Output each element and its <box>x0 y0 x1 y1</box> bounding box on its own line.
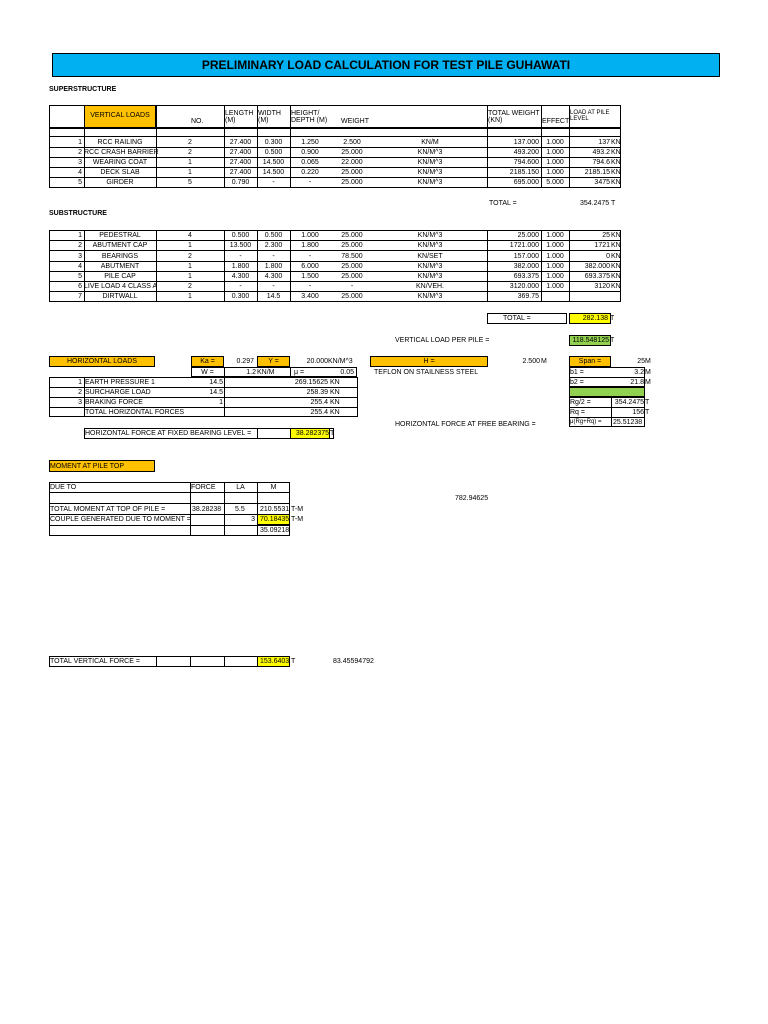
row-unit: KN/M^3 <box>417 273 443 280</box>
moment-side-value: 782.94625 <box>455 495 489 502</box>
row-no: 5 <box>188 179 192 186</box>
row-total-weight: 695.000 <box>513 179 539 186</box>
row-name: DECK SLAB <box>100 169 140 176</box>
superstructure-total-label: TOTAL = <box>489 200 517 207</box>
moment-m-header: M <box>270 484 277 491</box>
row-unit: KN/M^3 <box>417 169 443 176</box>
row-name: GIRDER <box>106 179 134 186</box>
total-vertical-value: 153.6403 <box>260 658 290 665</box>
row-effect: 1.000 <box>546 263 564 270</box>
row-load: 693.375 <box>584 273 610 280</box>
row-length: 13.500 <box>229 242 252 249</box>
fixed-bearing-value: 38.282375 <box>295 430 329 437</box>
row-sn: 4 <box>78 263 82 270</box>
h-unit: M <box>541 358 547 365</box>
row-total-weight: 2185.150 <box>509 169 539 176</box>
hrow-name: BRAKING FORCE <box>85 399 143 406</box>
hrow-factor: 14.5 <box>209 379 223 386</box>
row-name: DIRTWALL <box>102 293 138 300</box>
green-spacer-cell <box>569 387 645 397</box>
rg-value: 354.2475 <box>614 399 644 406</box>
b2-value: 21.8 <box>630 379 644 386</box>
effect-header: EFFECT <box>542 118 570 125</box>
hrow-value: 255.4 <box>310 409 328 416</box>
row-weight: - <box>350 283 354 290</box>
row-weight: 25.000 <box>341 169 363 176</box>
row-width: 14.500 <box>262 169 285 176</box>
b2-label: b2 = <box>570 379 584 386</box>
hrow-sn: 3 <box>78 399 82 406</box>
row-load-unit: KN <box>611 169 621 176</box>
row-sn: 4 <box>78 169 82 176</box>
row-height: - <box>308 283 312 290</box>
row-sn: 5 <box>78 179 82 186</box>
row-load: 1721 <box>594 242 610 249</box>
hrow-value: 258.39 <box>306 389 328 396</box>
row-unit: KN/M <box>421 139 439 146</box>
row-unit: KN/M^3 <box>417 242 443 249</box>
row-total-weight: 25.000 <box>517 232 539 239</box>
row-sn: 6 <box>78 283 82 290</box>
row-total-weight: 369.75 <box>517 293 539 300</box>
hrow-name: SURCHARGE LOAD <box>85 389 151 396</box>
row-sn: 2 <box>78 149 82 156</box>
row-load-unit: KN <box>611 242 621 249</box>
row-height: - <box>308 253 312 260</box>
gamma-value: 20.000 <box>306 358 328 365</box>
b1-label: b1 = <box>570 369 584 376</box>
teflon-note: TEFLON ON STAILNESS STEEL <box>374 369 479 376</box>
row-unit: KN/M^3 <box>417 159 443 166</box>
mu-rg-rq-value: 25.51238 <box>613 419 643 426</box>
b2-unit: M <box>645 379 651 386</box>
row-load: 3475 <box>594 179 610 186</box>
row-load: 382.000 <box>584 263 610 270</box>
w-label: W = <box>201 369 214 376</box>
gamma-unit: KN/M^3 <box>328 358 353 365</box>
page-title: PRELIMINARY LOAD CALCULATION FOR TEST PILE GUHAWATI <box>52 53 720 77</box>
row-length: 1.800 <box>231 263 250 270</box>
row-sn: 7 <box>78 293 82 300</box>
row-no: 1 <box>188 273 192 280</box>
row-load-unit: KN <box>611 273 621 280</box>
row-unit: KN/SET <box>417 253 443 260</box>
row-load: 137 <box>598 139 610 146</box>
row-name: PILE CAP <box>104 273 136 280</box>
row-height: 0.900 <box>301 149 319 156</box>
total-moment-la: 5.5 <box>235 506 245 513</box>
hrow-value: 269.15625 <box>294 379 328 386</box>
row-length: 0.500 <box>231 232 250 239</box>
row-width: 2.300 <box>264 242 283 249</box>
row-total-weight: 693.375 <box>513 273 539 280</box>
row-width: 0.300 <box>264 139 283 146</box>
row-width: 14.500 <box>262 159 285 166</box>
row-effect: 1.000 <box>546 149 564 156</box>
row-no: 1 <box>188 263 192 270</box>
row-name: LIVE LOAD 4 CLASS A <box>84 283 158 290</box>
row-weight: 25.000 <box>341 242 363 249</box>
substructure-total-label: TOTAL = <box>503 315 531 322</box>
substructure-total-value: 282.138 <box>582 315 608 322</box>
row-unit: KN/M^3 <box>417 293 443 300</box>
row-sn: 3 <box>78 159 82 166</box>
row-weight: 25.000 <box>341 232 363 239</box>
row-effect: 1.000 <box>546 283 564 290</box>
row-load-unit: KN <box>611 253 621 260</box>
hrow-factor: 14.5 <box>209 389 223 396</box>
row-height: 1.800 <box>301 242 319 249</box>
row-height: 3.400 <box>301 293 319 300</box>
rg-label: Rg/2 = <box>570 399 591 406</box>
hrow-name: EARTH PRESSURE 1 <box>85 379 155 386</box>
row-weight: 2.500 <box>343 139 361 146</box>
row-total-weight: 493.200 <box>513 149 539 156</box>
row-height: 0.065 <box>301 159 319 166</box>
row-length: 27.400 <box>229 139 252 146</box>
row-width: 14.5 <box>266 293 281 300</box>
moment-la-header: LA <box>236 484 245 491</box>
row-load: 2185.15 <box>584 169 610 176</box>
row-weight: 22.000 <box>341 159 363 166</box>
row-no: 1 <box>188 169 192 176</box>
superstructure-total-value: 354.2475 T <box>580 200 616 207</box>
hrow-name: TOTAL HORIZONTAL FORCES <box>85 409 185 416</box>
total-vertical-unit: T <box>291 658 296 665</box>
row-no: 2 <box>188 139 192 146</box>
row-width: - <box>272 283 275 290</box>
row-sn: 3 <box>78 253 82 260</box>
row-length: 27.400 <box>229 159 252 166</box>
row-name: BEARINGS <box>101 253 139 260</box>
row-length: 27.400 <box>229 169 252 176</box>
row-effect: 1.000 <box>546 139 564 146</box>
row-width: - <box>272 179 275 186</box>
row-no: 1 <box>188 242 192 249</box>
hrow-sn: 1 <box>78 379 82 386</box>
horizontal-loads-label: HORIZONTAL LOADS <box>66 358 137 365</box>
total-moment-m: 210.5531 <box>260 506 290 513</box>
no-header: NO. <box>191 118 204 125</box>
row-width: 0.500 <box>264 232 283 239</box>
row-total-weight: 137.000 <box>513 139 539 146</box>
vertical-load-per-pile-value: 118.548125 <box>572 337 609 344</box>
moment-due-to: DUE TO <box>50 484 77 491</box>
hrow-unit: KN <box>330 399 340 406</box>
fixed-bearing-unit: T <box>330 430 335 437</box>
ka-value: 0.297 <box>236 358 254 365</box>
mu-value: 0.05 <box>340 369 354 376</box>
row-name: RCC RAILING <box>97 139 143 146</box>
row-no: 1 <box>188 159 192 166</box>
row-length: 0.300 <box>231 293 250 300</box>
load-at-pile-header: LOAD AT PILE LEVEL <box>570 110 610 122</box>
row-unit: KN/VEH. <box>415 283 444 290</box>
moment-header-label: MOMENT AT PILE TOP <box>50 463 125 470</box>
row-unit: KN/M^3 <box>417 263 443 270</box>
total-vertical-label: TOTAL VERTICAL FORCE = <box>50 658 140 665</box>
couple-la: 3 <box>251 516 255 523</box>
row-no: 2 <box>188 283 192 290</box>
fixed-bearing-label: HORIZONTAL FORCE AT FIXED BEARING LEVEL = <box>85 430 252 437</box>
row-total-weight: 1721.000 <box>509 242 539 249</box>
row-height: 1.250 <box>301 139 319 146</box>
row-width: 4.300 <box>264 273 283 280</box>
weight-header: WEIGHT <box>341 118 369 125</box>
row-effect: 1.000 <box>546 169 564 176</box>
row-load: 794.6 <box>592 159 610 166</box>
row-weight: 25.000 <box>341 179 363 186</box>
row-height: 6.000 <box>301 263 319 270</box>
row-length: 27.400 <box>229 149 252 156</box>
row-width: 1.800 <box>264 263 283 270</box>
hrow-value: 255.4 <box>310 399 328 406</box>
total-moment-unit: T-M <box>291 506 304 513</box>
row-height: 1.500 <box>301 273 319 280</box>
row-name: WEARING COAT <box>92 159 148 166</box>
row-effect: 1.000 <box>546 273 564 280</box>
row-load-unit: KN <box>611 159 621 166</box>
total-moment-label: TOTAL MOMENT AT TOP OF PILE = <box>50 506 166 513</box>
row-length: - <box>239 283 242 290</box>
row-weight: 25.000 <box>341 273 363 280</box>
length-header: LENGTH (M) <box>225 110 254 124</box>
row-effect: 1.000 <box>546 253 564 260</box>
row-sn: 5 <box>78 273 82 280</box>
row-length: 0.790 <box>231 179 250 186</box>
mu-rg-rq-label: μ(Rg+Rq) = <box>570 419 602 425</box>
row-name: RCC CRASH BARRIER <box>84 149 159 156</box>
span-value: 25 <box>637 358 645 365</box>
row-load: 0 <box>606 253 610 260</box>
row-no: 4 <box>188 232 192 239</box>
row-load: 25 <box>602 232 610 239</box>
row-total-weight: 157.000 <box>513 253 539 260</box>
row-no: 1 <box>188 293 192 300</box>
total-weight-header: TOTAL WEIGHT (KN) <box>488 110 540 124</box>
row-unit: KN/M^3 <box>417 179 443 186</box>
rq-label: Rq = <box>570 409 585 416</box>
row-height: - <box>308 179 312 186</box>
row-load-unit: KN <box>611 179 621 186</box>
row-height: 0.220 <box>301 169 319 176</box>
span-unit: M <box>645 358 651 365</box>
half-couple-m: 35.09218 <box>260 527 290 534</box>
row-total-weight: 382.000 <box>513 263 539 270</box>
gamma-label: Y = <box>268 358 279 365</box>
total-moment-force: 38.28238 <box>192 506 222 513</box>
height-header: HEIGHT/ DEPTH (M) <box>291 110 328 124</box>
row-width: - <box>272 253 275 260</box>
hrow-unit: KN <box>330 409 340 416</box>
row-no: 2 <box>188 253 192 260</box>
row-weight: 25.000 <box>341 263 363 270</box>
b1-unit: M <box>645 369 651 376</box>
row-weight: 25.000 <box>341 293 363 300</box>
row-total-weight: 3120.000 <box>509 283 539 290</box>
hrow-factor: 1 <box>219 399 223 406</box>
row-load: 3120 <box>594 283 610 290</box>
row-effect: 1.000 <box>546 232 564 239</box>
total-vertical-side-value: 83.45594792 <box>333 658 374 665</box>
row-sn: 1 <box>78 232 82 239</box>
row-load-unit: KN <box>611 232 621 239</box>
row-load-unit: KN <box>611 283 621 290</box>
h-value: 2.500 <box>522 358 540 365</box>
row-weight: 25.000 <box>341 149 363 156</box>
b1-value: 3.2 <box>634 369 644 376</box>
vertical-loads-label: VERTICAL LOADS <box>90 112 150 119</box>
row-unit: KN/M^3 <box>417 232 443 239</box>
row-name: ABUTMENT <box>100 263 140 270</box>
h-label: H = <box>423 358 435 365</box>
rg-unit: T <box>645 399 650 406</box>
free-bearing-label: HORIZONTAL FORCE AT FREE BEARING = <box>395 421 536 428</box>
row-weight: 78.500 <box>341 253 363 260</box>
row-effect: 5.000 <box>546 179 564 186</box>
row-load-unit: KN <box>611 149 621 156</box>
substructure-total-unit: T <box>610 315 615 322</box>
row-unit: KN/M^3 <box>417 149 443 156</box>
vertical-load-per-pile-unit: T <box>610 337 615 344</box>
rq-value: 156 <box>632 409 644 416</box>
row-length: 4.300 <box>231 273 250 280</box>
superstructure-heading: SUPERSTRUCTURE <box>49 86 117 93</box>
couple-m: 70.18435 <box>260 516 290 523</box>
row-height: 1.000 <box>301 232 319 239</box>
row-length: - <box>239 253 242 260</box>
row-load-unit: KN <box>611 263 621 270</box>
hrow-unit: KN <box>330 389 340 396</box>
moment-force-header: FORCE <box>191 484 216 491</box>
row-name: ABUTMENT CAP <box>92 242 148 249</box>
couple-unit: T-M <box>291 516 304 523</box>
w-unit: KN/M <box>257 369 275 376</box>
w-value: 1.2 <box>246 369 256 376</box>
row-load-unit: KN <box>611 139 621 146</box>
row-sn: 2 <box>78 242 82 249</box>
substructure-heading: SUBSTRUCTURE <box>49 210 107 217</box>
span-label: Span = <box>578 358 602 365</box>
mu-label: μ = <box>294 369 305 376</box>
width-header: WIDTH (M) <box>258 110 281 124</box>
row-width: 0.500 <box>264 149 283 156</box>
hrow-sn: 2 <box>78 389 82 396</box>
row-total-weight: 794.600 <box>513 159 539 166</box>
row-effect: 1.000 <box>546 242 564 249</box>
row-load: 493.2 <box>592 149 610 156</box>
row-no: 2 <box>188 149 192 156</box>
row-name: PEDESTRAL <box>99 232 141 239</box>
vertical-load-per-pile-label: VERTICAL LOAD PER PILE = <box>395 337 490 344</box>
couple-label: COUPLE GENERATED DUE TO MOMENT = <box>50 516 191 523</box>
row-effect: 1.000 <box>546 159 564 166</box>
hrow-unit: KN <box>330 379 340 386</box>
ka-label: Ka = <box>200 358 215 365</box>
rq-unit: T <box>645 409 650 416</box>
row-sn: 1 <box>78 139 82 146</box>
